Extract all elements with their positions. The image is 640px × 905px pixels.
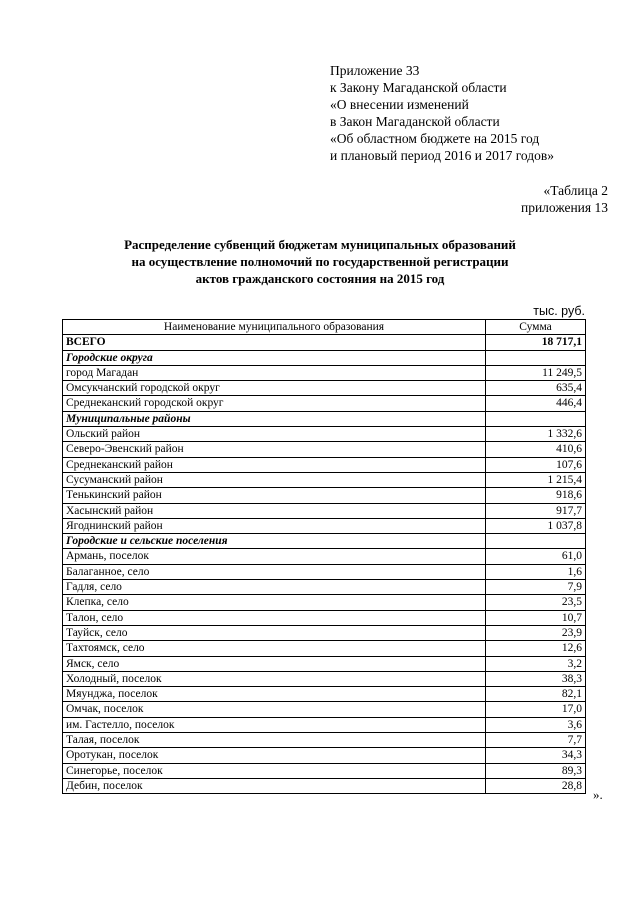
table-row <box>63 564 586 579</box>
row-name: Омчак, поселок <box>63 702 486 717</box>
table-row <box>63 671 586 686</box>
row-name: Северо-Эвенский район <box>63 442 486 457</box>
units-label: тыс. руб. <box>533 304 585 318</box>
row-name: Ямск, село <box>63 656 486 671</box>
subsidy-table <box>62 319 586 794</box>
section-empty-cell <box>486 411 586 426</box>
row-sum: 917,7 <box>486 503 586 518</box>
table-row <box>63 748 586 763</box>
table-row <box>63 381 586 396</box>
appendix-line: Приложение 33 <box>330 63 420 78</box>
section-empty-cell <box>486 534 586 549</box>
table-row <box>63 717 586 732</box>
table-reference <box>521 182 608 216</box>
row-name: Среднеканский район <box>63 457 486 472</box>
row-sum: 34,3 <box>486 748 586 763</box>
table-row <box>63 580 586 595</box>
row-sum: 38,3 <box>486 671 586 686</box>
table-row <box>63 396 586 411</box>
row-name: Тенькинский район <box>63 488 486 503</box>
table-row <box>63 488 586 503</box>
row-sum: 89,3 <box>486 763 586 778</box>
table-row <box>63 427 586 442</box>
table-row <box>63 503 586 518</box>
appendix-header <box>330 62 554 164</box>
header-sum: Сумма <box>486 320 586 335</box>
appendix-line: «Об областном бюджете на 2015 год <box>330 131 540 146</box>
row-sum: 61,0 <box>486 549 586 564</box>
row-name: Омсукчанский городской округ <box>63 381 486 396</box>
row-name: Ольский район <box>63 427 486 442</box>
row-sum: 1,6 <box>486 564 586 579</box>
table-row <box>63 610 586 625</box>
title-line1: Распределение субвенций бюджетам муниципальных образований <box>124 237 516 252</box>
closing-quote: ». <box>593 787 603 802</box>
table-row <box>63 457 586 472</box>
row-name: Среднеканский городской округ <box>63 396 486 411</box>
row-name: Мяунджа, поселок <box>63 687 486 702</box>
row-sum: 918,6 <box>486 488 586 503</box>
table-row <box>63 472 586 487</box>
row-name: Холодный, поселок <box>63 671 486 686</box>
table-row <box>63 778 586 793</box>
appendix-line: к Закону Магаданской области <box>330 80 507 95</box>
table-row <box>63 733 586 748</box>
row-sum: 23,5 <box>486 595 586 610</box>
total-label: ВСЕГО <box>63 335 486 350</box>
row-sum: 1 037,8 <box>486 518 586 533</box>
row-name: Дебин, поселок <box>63 778 486 793</box>
table-ref-line1: «Таблица 2 <box>543 183 608 198</box>
appendix-line: и плановый период 2016 и 2017 годов» <box>330 148 555 163</box>
row-sum: 12,6 <box>486 641 586 656</box>
row-name: Балаганное, село <box>63 564 486 579</box>
table-row <box>63 656 586 671</box>
table-ref-line2: приложения 13 <box>520 200 608 215</box>
table-row <box>63 442 586 457</box>
row-name: Оротукан, поселок <box>63 748 486 763</box>
section-row <box>63 350 586 365</box>
row-name: Гадля, село <box>63 580 486 595</box>
table-row <box>63 702 586 717</box>
appendix-line: «О внесении изменений <box>330 97 469 112</box>
table-row <box>63 518 586 533</box>
appendix-line: в Закон Магаданской области <box>330 114 500 129</box>
row-name: Тауйск, село <box>63 625 486 640</box>
row-name: Сусуманский район <box>63 472 486 487</box>
section-row <box>63 534 586 549</box>
row-sum: 10,7 <box>486 610 586 625</box>
row-sum: 1 215,4 <box>486 472 586 487</box>
table-row <box>63 549 586 564</box>
row-name: Хасынский район <box>63 503 486 518</box>
row-sum: 11 249,5 <box>486 365 586 380</box>
header-name: Наименование муниципального образования <box>63 320 486 335</box>
row-name: им. Гастелло, поселок <box>63 717 486 732</box>
section-row <box>63 411 586 426</box>
table-row <box>63 763 586 778</box>
document-title <box>0 236 640 287</box>
row-sum: 7,9 <box>486 580 586 595</box>
section-label: Городские и сельские поселения <box>63 534 486 549</box>
row-sum: 410,6 <box>486 442 586 457</box>
row-sum: 17,0 <box>486 702 586 717</box>
table-row <box>63 625 586 640</box>
row-name: Армань, поселок <box>63 549 486 564</box>
section-label: Муниципальные районы <box>63 411 486 426</box>
row-sum: 3,6 <box>486 717 586 732</box>
title-line2: на осуществление полномочий по государственной регистрации <box>131 254 509 269</box>
section-label: Городские округа <box>63 350 486 365</box>
table-header-row <box>63 320 586 335</box>
row-name: Тахтоямск, село <box>63 641 486 656</box>
table-row <box>63 687 586 702</box>
title-line3: актов гражданского состояния на 2015 год <box>195 271 445 286</box>
row-sum: 3,2 <box>486 656 586 671</box>
row-name: Клепка, село <box>63 595 486 610</box>
table-row <box>63 641 586 656</box>
row-name: город Магадан <box>63 365 486 380</box>
total-sum: 18 717,1 <box>486 335 586 350</box>
row-sum: 107,6 <box>486 457 586 472</box>
row-sum: 23,9 <box>486 625 586 640</box>
total-row <box>63 335 586 350</box>
row-sum: 82,1 <box>486 687 586 702</box>
row-sum: 28,8 <box>486 778 586 793</box>
row-name: Талон, село <box>63 610 486 625</box>
row-sum: 7,7 <box>486 733 586 748</box>
row-sum: 635,4 <box>486 381 586 396</box>
row-sum: 446,4 <box>486 396 586 411</box>
table-row <box>63 365 586 380</box>
table-row <box>63 595 586 610</box>
row-name: Талая, поселок <box>63 733 486 748</box>
row-sum: 1 332,6 <box>486 427 586 442</box>
section-empty-cell <box>486 350 586 365</box>
row-name: Синегорье, поселок <box>63 763 486 778</box>
row-name: Ягоднинский район <box>63 518 486 533</box>
